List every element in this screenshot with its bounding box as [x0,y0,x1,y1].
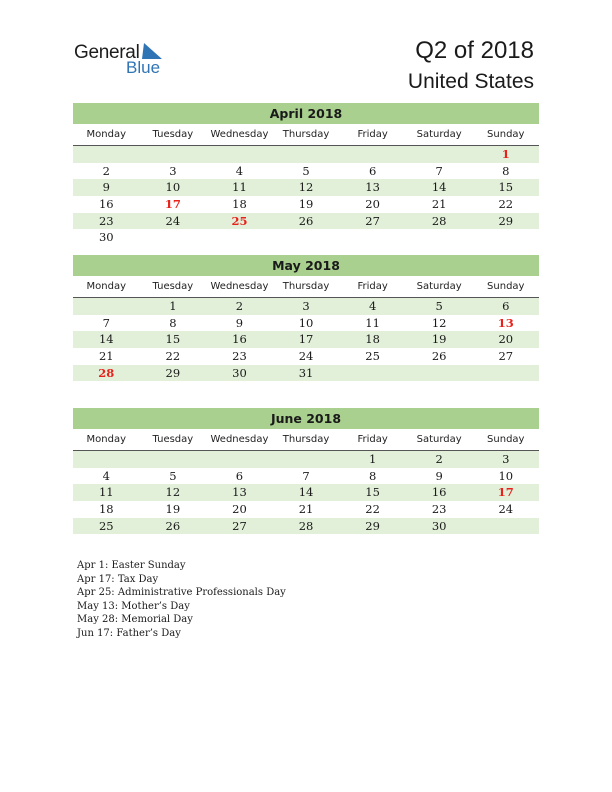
day-cell: 26 [298,213,314,228]
day-cell: 12 [431,315,447,330]
day-cell: 6 [502,299,510,313]
day-cell: 15 [165,332,181,347]
weekday-label: Monday [86,281,127,292]
day-cell: 18 [232,197,247,212]
weekday-label: Tuesday [152,434,194,445]
day-cell: 13 [232,485,247,500]
day-cell [472,229,539,246]
week-row [73,315,539,332]
weekday-label: Wednesday [210,129,269,140]
day-cell: 11 [98,485,114,500]
day-cell: 4 [102,468,110,483]
day-cell: 10 [498,468,514,483]
day-cell: 24 [165,213,181,228]
day-cell: 22 [165,349,181,364]
week-row [73,229,539,246]
day-cell: 12 [165,485,181,500]
week-row [73,179,539,196]
day-cell: 5 [169,468,177,483]
day-cell [472,365,539,382]
week-row [73,348,539,365]
day-cell: 29 [165,365,181,380]
holiday-note: Apr 17: Tax Day [77,573,159,585]
holiday-note: Jun 17: Father’s Day [77,627,181,639]
day-cell: 25 [98,518,114,533]
day-cell: 19 [431,332,447,347]
logo-triangle-icon [142,43,162,59]
week-row [73,451,539,468]
week-row [73,146,539,163]
day-cell: 5 [435,299,443,313]
weekday-label: Friday [357,281,388,292]
day-cell: 12 [298,180,314,195]
day-cell: 3 [302,299,310,313]
day-cell: 4 [368,299,377,313]
day-cell: 19 [298,197,314,212]
day-cell: 19 [165,502,181,517]
weekday-label: Thursday [282,129,330,140]
weekday-label: Sunday [487,281,525,292]
day-cell [406,365,473,382]
day-cell: 21 [298,502,314,517]
day-cell: 26 [431,349,447,364]
weekday-header-row [73,432,539,451]
weekday-label: Monday [86,434,127,445]
day-cell: 3 [169,163,177,178]
brand-blue: Blue [126,58,161,77]
day-cell: 31 [298,365,314,380]
day-cell: 16 [232,332,247,347]
day-cell: 2 [102,163,110,178]
weekday-header-row [73,279,539,298]
day-cell: 24 [498,502,514,517]
day-cell: 20 [498,332,514,347]
day-cell: 16 [98,197,114,212]
day-cell: 29 [365,518,380,533]
day-cell: 21 [431,197,447,212]
day-cell [206,451,273,468]
day-cell: 9 [435,468,443,483]
day-cell [472,518,539,535]
weekday-label: Friday [357,434,388,445]
day-cell: 30 [98,230,114,245]
day-cell: 20 [232,502,247,517]
holiday-day-cell: 25 [231,213,248,228]
month-title: April 2018 [73,103,539,124]
day-cell: 14 [298,485,314,500]
day-cell: 20 [365,197,380,212]
page-title: Q2 of 2018 [415,37,534,64]
day-cell [339,146,406,163]
month-block [73,408,539,534]
day-cell: 11 [365,315,380,330]
day-cell: 14 [98,332,114,347]
day-cell: 10 [165,180,181,195]
day-cell [73,146,140,163]
day-cell: 6 [235,468,244,483]
day-cell: 5 [302,163,310,178]
day-cell: 2 [235,299,244,313]
week-row [73,365,539,382]
week-row [73,163,539,180]
brand-logo [74,40,174,80]
day-cell: 6 [368,163,377,178]
week-row [73,298,539,315]
holiday-day-cell: 1 [501,147,510,161]
holiday-day-cell: 28 [98,365,115,380]
day-cell [73,298,140,315]
holiday-day-cell: 17 [497,485,514,500]
day-cell: 30 [232,365,247,380]
day-cell: 17 [298,332,314,347]
day-cell: 21 [98,349,114,364]
day-cell: 27 [232,518,247,533]
week-row [73,468,539,485]
day-cell: 16 [431,485,447,500]
day-cell: 1 [368,452,377,466]
holiday-day-cell: 17 [164,197,181,212]
day-cell: 1 [169,299,177,313]
brand-general: General [74,42,140,63]
day-cell: 14 [431,180,447,195]
weekday-label: Wednesday [210,434,269,445]
day-cell: 8 [169,315,177,330]
day-cell: 23 [98,213,114,228]
day-cell: 30 [431,518,447,533]
day-cell: 9 [235,315,244,330]
day-cell: 13 [365,180,380,195]
day-cell [140,229,207,246]
weekday-label: Monday [86,129,127,140]
day-cell: 8 [368,468,377,483]
day-cell: 25 [365,349,380,364]
day-cell: 8 [502,163,510,178]
weekday-label: Saturday [416,434,462,445]
day-cell: 18 [365,332,380,347]
holiday-note: Apr 25: Administrative Professionals Day [77,587,286,599]
day-cell: 28 [298,518,314,533]
day-cell: 15 [498,180,514,195]
holiday-list [77,559,286,641]
weekday-label: Tuesday [152,129,194,140]
day-cell [273,146,340,163]
day-cell: 7 [302,468,310,483]
day-cell: 27 [365,213,380,228]
day-cell: 15 [365,485,380,500]
day-cell: 29 [498,213,514,228]
day-cell: 7 [435,163,443,178]
day-cell [140,146,207,163]
weekday-header-row [73,127,539,146]
day-cell: 7 [102,315,110,330]
month-title: May 2018 [73,255,539,276]
holiday-note: May 13: Mother’s Day [77,600,190,612]
weekday-label: Thursday [282,281,330,292]
weekday-label: Friday [357,129,388,140]
day-cell: 4 [235,163,244,178]
week-row [73,484,539,501]
weekday-label: Saturday [416,129,462,140]
day-cell: 23 [431,502,447,517]
day-cell: 28 [431,213,447,228]
holiday-day-cell: 13 [497,315,514,330]
day-cell [273,229,340,246]
weekday-label: Sunday [487,129,525,140]
day-cell [339,229,406,246]
day-cell: 9 [102,180,110,195]
week-row [73,331,539,348]
day-cell: 2 [435,452,443,466]
week-row [73,518,539,535]
day-cell: 26 [165,518,181,533]
weekday-label: Wednesday [210,281,269,292]
weekday-label: Sunday [487,434,525,445]
week-row [73,196,539,213]
month-block [73,103,539,246]
day-cell [206,146,273,163]
month-title: June 2018 [73,408,539,429]
day-cell: 22 [365,502,380,517]
weekday-label: Tuesday [152,281,194,292]
country-name: United States [407,70,534,93]
holiday-note: May 28: Memorial Day [77,614,193,626]
month-block [73,255,539,381]
day-cell [73,451,140,468]
day-cell: 22 [498,197,514,212]
day-cell: 11 [232,180,247,195]
day-cell [339,365,406,382]
day-cell: 18 [98,502,114,517]
holiday-note: Apr 1: Easter Sunday [77,560,186,571]
day-cell: 3 [502,452,510,466]
day-cell: 24 [298,349,314,364]
day-cell: 27 [498,349,514,364]
weekday-label: Saturday [416,281,462,292]
day-cell: 23 [232,349,247,364]
week-row [73,501,539,518]
day-cell [140,451,207,468]
day-cell [273,451,340,468]
day-cell [206,229,273,246]
week-row [73,213,539,230]
day-cell [406,229,473,246]
weekday-label: Thursday [282,434,330,445]
day-cell: 10 [298,315,314,330]
day-cell [406,146,473,163]
